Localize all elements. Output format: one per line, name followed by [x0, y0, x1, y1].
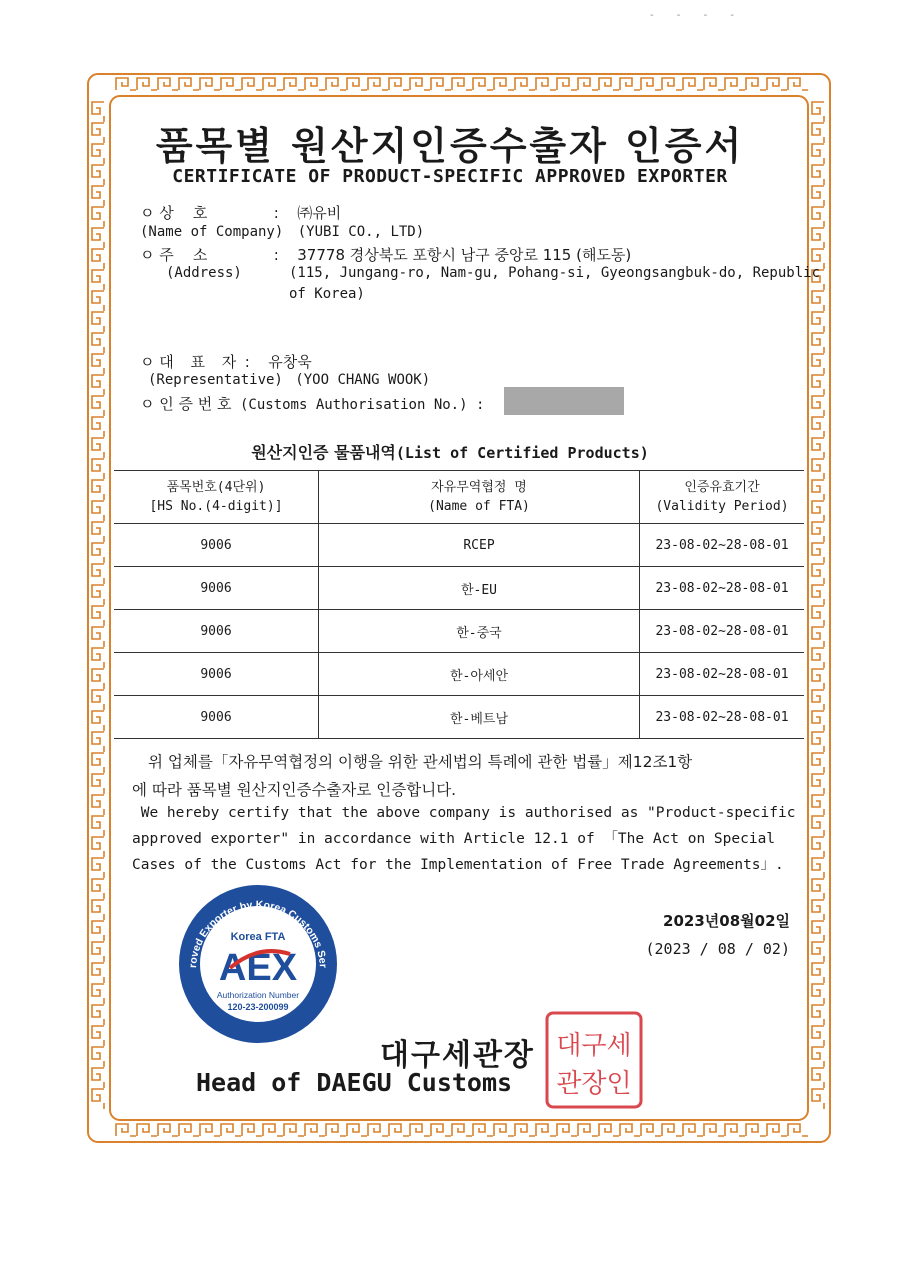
svg-text:관장인: 관장인	[556, 1069, 632, 1099]
cell-validity: 23-08-02~28-08-01	[640, 610, 805, 653]
address-ko: 37778 경상북도 포항시 남구 중앙로 115 (해도동)	[297, 246, 632, 264]
company-row-en	[140, 224, 424, 240]
address-row: ㅇ 주 소 : 37778 경상북도 포항시 남구 중앙로 115 (해도동)	[140, 246, 632, 264]
logo-ring-text: roved Exporter by Korea Customs Ser	[187, 898, 329, 969]
statement-english: We hereby certify that the above company is authorised as "Product-specific approved exporter" in accordance with Article 12.1 of 「The Act on Special Cases of the Customs Act for the Implementation of Free Trade Agreements」.	[132, 805, 796, 873]
logo-auth-label: Authorization Number	[216, 990, 300, 1000]
header-fta: 자유무역협정 명 (Name of FTA)	[319, 471, 640, 524]
address-label-en: (Address)	[166, 265, 242, 281]
cell-fta: 한-아세안	[319, 653, 640, 696]
authorisation-label: 인 증 번 호	[159, 395, 232, 413]
table-header-row	[114, 471, 804, 524]
signer-english: Head of DAEGU Customs	[196, 1068, 513, 1097]
address-en-line2: of Korea)	[289, 286, 365, 302]
table-row	[114, 610, 804, 653]
list-title-ko: 원산지인증 물품내역	[251, 443, 396, 462]
cell-validity: 23-08-02~28-08-01	[640, 567, 805, 610]
header-validity: 인증유효기간 (Validity Period)	[640, 471, 805, 524]
company-row: ㅇ 상 호 : ㈜유비	[140, 204, 342, 222]
table-row	[114, 567, 804, 610]
table-row	[114, 524, 804, 567]
cell-validity: 23-08-02~28-08-01	[640, 653, 805, 696]
aex-logo	[178, 884, 338, 1044]
cell-hs: 9006	[114, 696, 319, 739]
cell-fta: RCEP	[319, 524, 640, 567]
list-title-en: (List of Certified Products)	[395, 444, 649, 462]
logo-top-text: Korea FTA	[230, 931, 286, 943]
representative-name-ko: 유창욱	[268, 353, 312, 371]
signer-korean: 대구세관장	[380, 1038, 535, 1073]
representative-name-en: (YOO CHANG WOOK)	[295, 372, 431, 388]
representative-row: ㅇ 대 표 자 : 유창욱	[140, 353, 312, 371]
authorisation-label-en: (Customs Authorisation No.) :	[239, 397, 485, 413]
title-korean: 품목별 원산지인증수출자 인증서	[155, 124, 745, 168]
redacted-authorisation-number	[504, 387, 624, 415]
cell-fta: 한-베트남	[319, 696, 640, 739]
cell-fta: 한-중국	[319, 610, 640, 653]
company-label-en: (Name of Company)	[140, 224, 284, 240]
cell-fta: 한-EU	[319, 567, 640, 610]
company-name-en: (YUBI CO., LTD)	[297, 224, 425, 240]
address-label: 주 소	[159, 246, 208, 264]
representative-label-en: (Representative)	[148, 372, 283, 388]
products-list-title	[0, 440, 900, 463]
cell-validity: 23-08-02~28-08-01	[640, 696, 805, 739]
representative-label: 대 표 자	[159, 353, 237, 371]
cell-validity: 23-08-02~28-08-01	[640, 524, 805, 567]
logo-mark: AEX	[218, 947, 298, 989]
address-en-line1: (115, Jungang-ro, Nam-gu, Pohang-si, Gyeongsangbuk-do, Republic	[289, 265, 821, 281]
company-name-ko: ㈜유비	[297, 204, 342, 222]
title-english: CERTIFICATE OF PRODUCT-SPECIFIC APPROVED EXPORTER	[172, 166, 728, 187]
authorisation-row: ㅇ 인 증 번 호 (Customs Authorisation No.) :	[140, 395, 485, 413]
scan-marks: - - - -	[650, 10, 744, 21]
logo-auth-number: 120-23-200099	[227, 1002, 289, 1012]
cell-hs: 9006	[114, 567, 319, 610]
issue-date-en: (2023 / 08 / 02)	[645, 940, 790, 958]
svg-text:대구세: 대구세	[556, 1031, 632, 1061]
cell-hs: 9006	[114, 610, 319, 653]
certified-products-table	[114, 470, 804, 739]
cell-hs: 9006	[114, 524, 319, 567]
header-hs: 품목번호(4단위) [HS No.(4-digit)]	[114, 471, 319, 524]
official-seal	[544, 1010, 644, 1110]
table-row	[114, 696, 804, 739]
table-row	[114, 653, 804, 696]
cell-hs: 9006	[114, 653, 319, 696]
representative-row-en	[148, 372, 430, 388]
issue-date-ko: 2023년08월02일	[663, 912, 790, 930]
statement-korean: 위 업체를「자유무역협정의 이행을 위한 관세법의 특례에 관한 법률」제12조1항 에 따라 품목별 원산지인증수출자로 인증합니다.	[132, 753, 693, 799]
company-label: 상 호	[159, 204, 208, 222]
